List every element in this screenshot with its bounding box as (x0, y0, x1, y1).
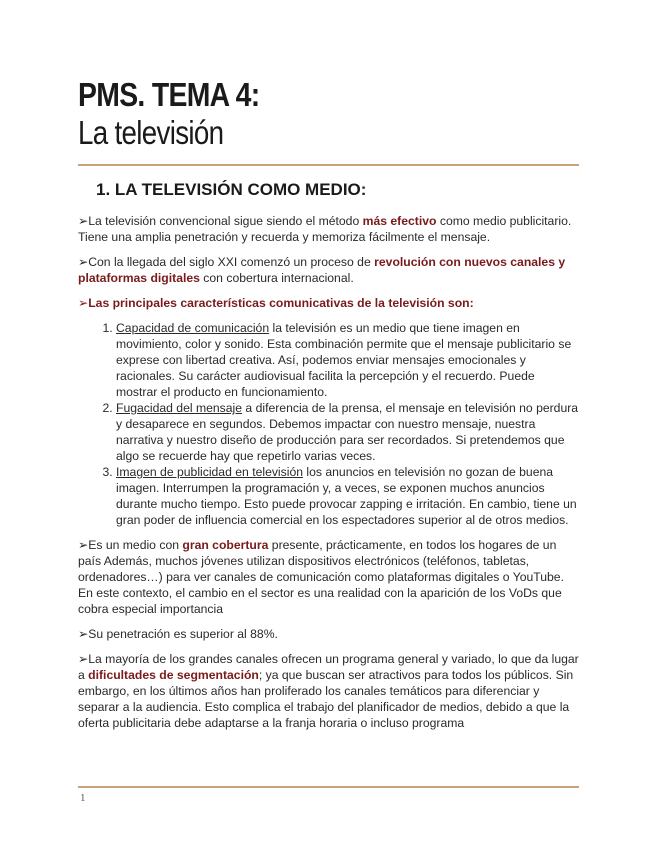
bullet-arrow-icon: ➢ (78, 296, 89, 310)
paragraph-text: La televisión convencional sigue siendo el método (88, 214, 363, 228)
highlight-text: dificultades de segmentación (88, 668, 259, 682)
paragraph-text: con cobertura internacional. (199, 271, 354, 285)
paragraph-5 (78, 626, 579, 642)
list-item (116, 400, 579, 464)
paragraph-text: Su penetración es superior al 88%. (88, 627, 278, 641)
bullet-arrow-icon: ➢ (78, 652, 89, 666)
list-item-text: la televisión es un medio que tiene imagen en movimiento, color y sonido. Esta combinación permite que el mensaje publicitario se exprese con libertad creativa. Así, podemos enviar mensajes emocionales y racionales. Su carácter audiovisual facilita la percepción y el recuerdo. Puede mostrar el producto en funcionamiento. (116, 321, 572, 399)
document-title-line1: PMS. TEMA 4: (78, 76, 260, 113)
paragraph-4 (78, 537, 579, 617)
bullet-arrow-icon: ➢ (78, 538, 89, 552)
bullet-arrow-icon: ➢ (78, 214, 89, 228)
bullet-arrow-icon: ➢ (78, 627, 89, 641)
list-item (116, 464, 579, 528)
highlight-text: Las principales características comunicativas de la televisión son: (88, 296, 474, 310)
document-title-line2: La televisión (78, 114, 224, 151)
page-number: 1 (80, 792, 86, 804)
list-item-text: a diferencia de la prensa, el mensaje en televisión no perdura y desaparece en segundos. Debemos impactar con nuestro mensaje, nuestra narrativa y nuestro diseño de producción para ser recordados. Si pretendemos que algo se recuerde hay que repetirlo varias veces. (116, 401, 579, 463)
highlight-text: más efectivo (362, 214, 437, 228)
list-item (116, 320, 579, 400)
paragraph-text: ; ya que buscan ser atractivos para todos los públicos. Sin embargo, en los últimos años han proliferado los canales temáticos para diferenciar y separar a la audiencia. Esto complica el trabajo del planificador de medios, debido a que la oferta publicitaria debe adaptarse a la franja horaria o incluso programa (78, 668, 574, 730)
paragraph-text: presente, prácticamente, en todos los hogares de un país Además, muchos jóvenes utilizan dispositivos electrónicos (teléfonos, tabletas, ordenadores…) para ver canales de comunicación como plataformas digitales o YouTube. En este contexto, el cambio en el sector es una realidad con la aparición de los VoDs que cobra especial importancia (78, 538, 564, 616)
paragraph-text: La mayoría de los grandes canales ofrecen un programa general y variado, lo que da lugar a (78, 652, 579, 682)
document-body (78, 213, 579, 740)
paragraph-6 (78, 651, 579, 731)
paragraph-text: Es un medio con (88, 538, 183, 552)
section-heading: 1. LA TELEVISIÓN COMO MEDIO: (96, 180, 367, 199)
paragraph-1 (78, 213, 579, 245)
bottom-divider (78, 786, 579, 788)
highlight-text: gran cobertura (182, 538, 269, 552)
list-item-title: Capacidad de comunicación (116, 321, 270, 335)
list-item-title: Imagen de publicidad en televisión (116, 465, 304, 479)
paragraph-text: como medio publicitario. Tiene una amplia penetración y recuerda y memoriza fácilmente el mensaje. (78, 214, 572, 244)
list-item-title: Fugacidad del mensaje (116, 401, 243, 415)
characteristics-list (78, 320, 579, 528)
list-item-text: los anuncios en televisión no gozan de buena imagen. Interrumpen la programación y, a veces, se exponen muchos anuncios durante mucho tiempo. Esto puede provocar zapping e irritación. En cambio, tiene un gran poder de influencia comercial en los espectadores superior al de otros medios. (116, 465, 577, 527)
paragraph-2 (78, 254, 579, 286)
bullet-arrow-icon: ➢ (78, 255, 89, 269)
top-divider (78, 164, 579, 166)
paragraph-text: Con la llegada del siglo XXI comenzó un proceso de (88, 255, 375, 269)
highlight-text: revolución con nuevos canales y plataformas digitales (78, 255, 566, 285)
paragraph-3 (78, 295, 579, 311)
